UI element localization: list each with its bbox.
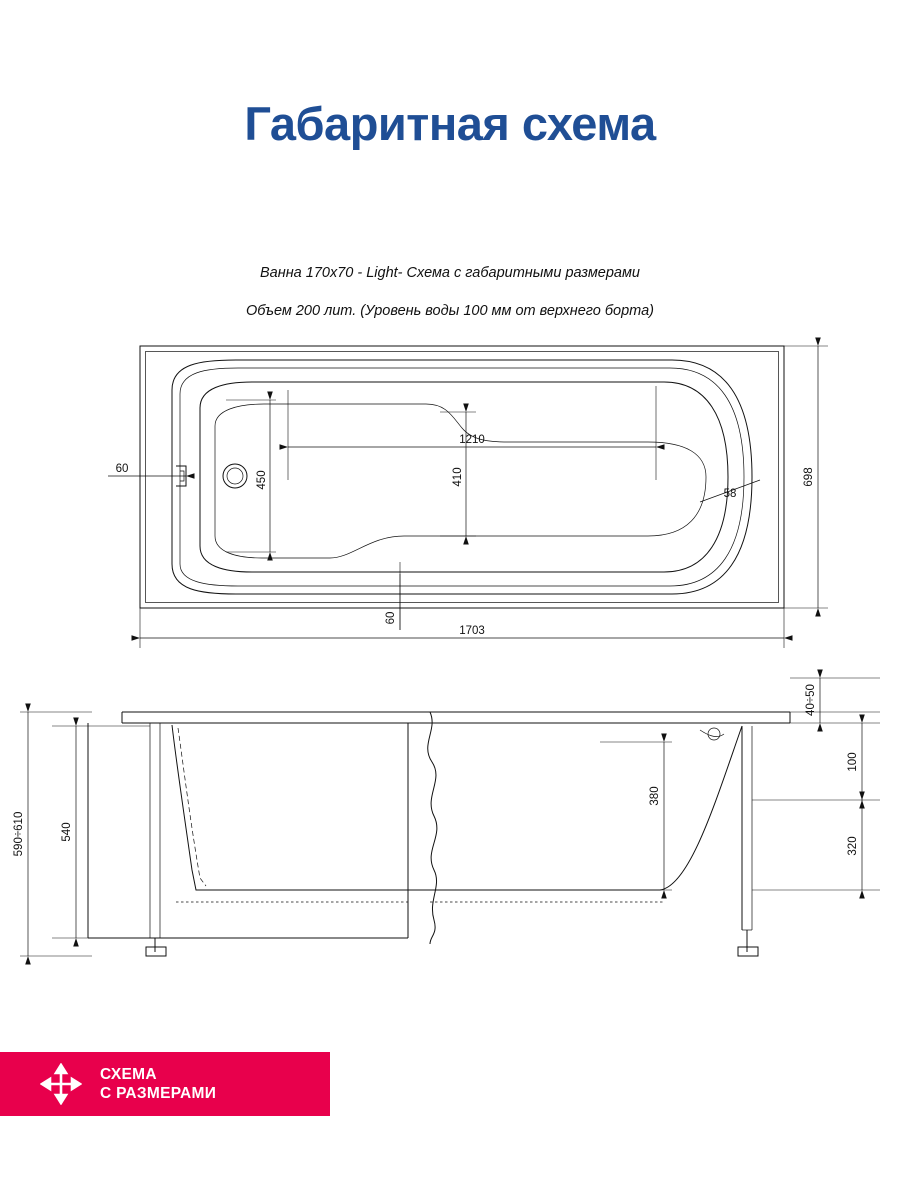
footer-badge [0, 1052, 330, 1116]
technical-drawing [0, 330, 900, 990]
footer-line-2: С РАЗМЕРАМИ [100, 1085, 217, 1102]
dim-total-height: 590÷610 [13, 811, 25, 857]
footer-text [100, 1065, 216, 1103]
dim-bowl-height: 540 [61, 822, 73, 842]
dim-top-band: 100 [847, 752, 859, 772]
support-foot-left [146, 938, 166, 956]
caption-line-1: Ванна 170х70 - Light- Схема с габаритными размерами [259, 265, 640, 281]
dim-inner-width-right: 410 [452, 467, 464, 487]
support-foot-right [738, 930, 758, 956]
dim-inner-length: 1210 [459, 434, 485, 446]
dim-right-offset: 58 [723, 488, 737, 500]
dim-bottom-offset: 60 [385, 611, 397, 625]
dim-rim-thickness: 40÷50 [805, 684, 817, 716]
dim-water-depth: 380 [649, 786, 661, 806]
dim-left-offset: 60 [115, 463, 129, 475]
dim-overall-length: 1703 [459, 625, 485, 637]
dim-overall-width: 698 [803, 467, 815, 487]
dim-inner-width-left: 450 [256, 470, 268, 490]
top-view-group [108, 346, 828, 648]
page-title: Габаритная схема [244, 97, 656, 150]
side-view-group [13, 678, 880, 956]
dim-lower-band: 320 [847, 836, 859, 856]
four-way-arrows-icon [40, 1063, 82, 1105]
caption-line-2: Объем 200 лит. (Уровень воды 100 мм от верхнего борта) [246, 303, 654, 319]
footer-line-1: СХЕМА [100, 1066, 157, 1083]
